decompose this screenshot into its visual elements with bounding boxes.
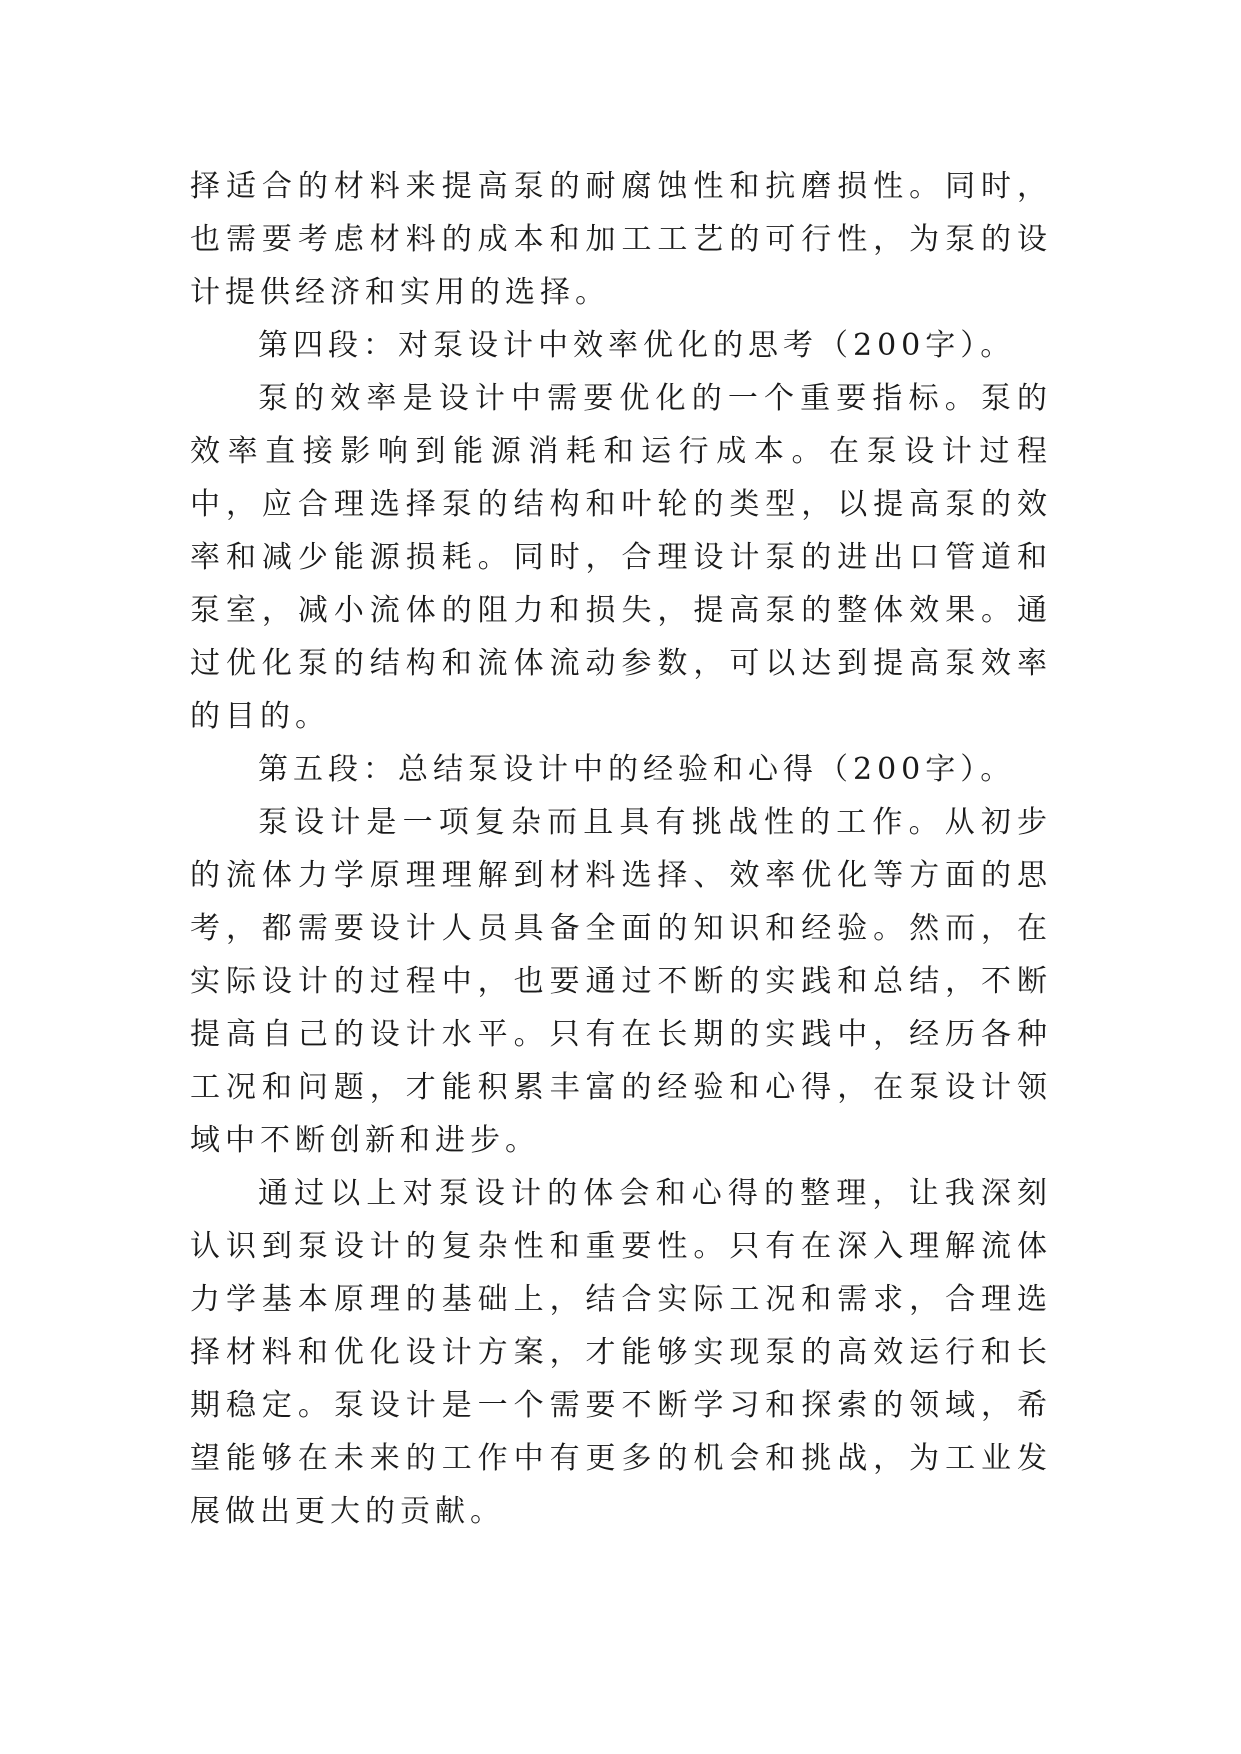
paragraph-continuation: 择适合的材料来提高泵的耐腐蚀性和抗磨损性。同时，也需要考虑材料的成本和加工工艺的可行性，为泵的设计提供经济和实用的选择。: [190, 169, 1052, 310]
document-body: [190, 160, 1052, 1538]
paragraph-conclusion: 通过以上对泵设计的体会和心得的整理，让我深刻认识到泵设计的复杂性和重要性。只有在深入理解流体力学基本原理的基础上，结合实际工况和需求，合理选择材料和优化设计方案，才能够实现泵的高效运行和长期稳定。泵设计是一个需要不断学习和探索的领域，希望能够在未来的工作中有更多的机会和挑战，为工业发展做出更大的贡献。: [190, 1176, 1052, 1529]
section-heading-5: 第五段：总结泵设计中的经验和心得（200字）。: [258, 752, 1016, 787]
section-heading-4: 第四段：对泵设计中效率优化的思考（200字）。: [258, 328, 1016, 363]
paragraph-experience: 泵设计是一项复杂而且具有挑战性的工作。从初步的流体力学原理理解到材料选择、效率优化等方面的思考，都需要设计人员具备全面的知识和经验。然而，在实际设计的过程中，也要通过不断的实践和总结，不断提高自己的设计水平。只有在长期的实践中，经历各种工况和问题，才能积累丰富的经验和心得，在泵设计领域中不断创新和进步。: [190, 805, 1052, 1158]
paragraph-efficiency: 泵的效率是设计中需要优化的一个重要指标。泵的效率直接影响到能源消耗和运行成本。在泵设计过程中，应合理选择泵的结构和叶轮的类型，以提高泵的效率和减少能源损耗。同时，合理设计泵的进出口管道和泵室，减小流体的阻力和损失，提高泵的整体效果。通过优化泵的结构和流体流动参数，可以达到提高泵效率的目的。: [190, 381, 1052, 734]
